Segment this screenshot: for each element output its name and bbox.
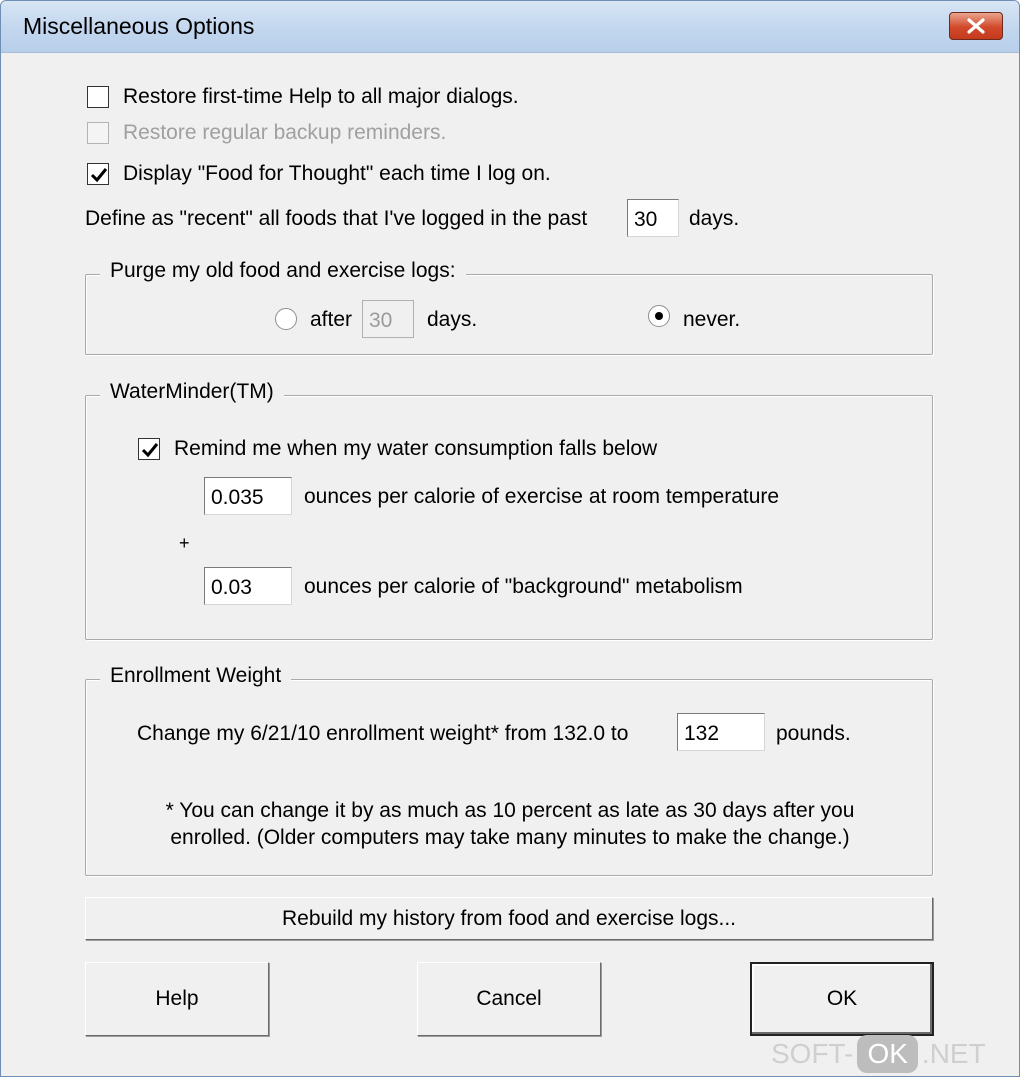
pounds-label: pounds. — [776, 722, 851, 745]
restore-help-checkbox[interactable] — [87, 86, 109, 108]
title-bar — [1, 1, 1019, 53]
purge-never-radio[interactable] — [648, 305, 670, 327]
close-button[interactable] — [949, 12, 1003, 40]
change-weight-label: Change my 6/21/10 enrollment weight* from 132.0 to — [137, 722, 629, 745]
watermark — [771, 1035, 986, 1073]
ok-button[interactable]: OK — [750, 962, 934, 1036]
purge-after-label: after — [310, 308, 353, 331]
restore-help-label: Restore first-time Help to all major dialogs. — [123, 85, 519, 108]
purge-group-title: Purge my old food and exercise logs: — [100, 259, 466, 283]
enrollment-note-line1: * You can change it by as much as 10 percent as late as 30 days after you — [165, 799, 855, 822]
food-for-thought-label: Display "Food for Thought" each time I log on. — [123, 162, 551, 185]
close-icon — [966, 18, 986, 34]
plus-sign: + — [179, 533, 190, 553]
watermark-badge: OK — [857, 1035, 917, 1073]
purge-group — [85, 259, 933, 355]
remind-checkbox[interactable] — [138, 438, 160, 460]
watermark-right: .NET — [921, 1038, 986, 1069]
remind-label: Remind me when my water consumption falls below — [174, 437, 658, 460]
recent-days-input[interactable] — [627, 199, 679, 237]
exercise-ounces-input[interactable] — [204, 477, 292, 515]
exercise-ounces-label: ounces per calorie of exercise at room temperature — [304, 485, 780, 508]
help-button[interactable]: Help — [85, 962, 269, 1036]
purge-after-radio[interactable] — [275, 308, 297, 330]
enrollment-group-title: Enrollment Weight — [100, 664, 291, 688]
recent-suffix-label: days. — [689, 207, 740, 230]
restore-backup-label: Restore regular backup reminders. — [123, 121, 447, 144]
food-for-thought-checkbox[interactable] — [87, 163, 109, 185]
recent-prefix-label: Define as "recent" all foods that I've logged in the past — [85, 207, 588, 230]
purge-never-label: never. — [683, 308, 741, 331]
enrollment-weight-group — [85, 664, 933, 876]
cancel-button[interactable]: Cancel — [417, 962, 601, 1036]
restore-backup-checkbox[interactable] — [87, 122, 109, 144]
dialog-content — [15, 54, 1005, 1072]
purge-days-label: days. — [427, 308, 478, 331]
enrollment-note — [86, 797, 934, 851]
enrollment-weight-input[interactable] — [677, 713, 765, 751]
window-title: Miscellaneous Options — [23, 13, 255, 39]
rebuild-history-button[interactable]: Rebuild my history from food and exercise logs... — [85, 897, 933, 940]
radio-selected-dot — [655, 312, 663, 320]
background-ounces-input[interactable] — [204, 567, 292, 605]
checkmark-icon — [90, 166, 108, 184]
waterminder-group — [85, 380, 933, 640]
checkmark-icon — [141, 441, 159, 459]
background-ounces-label: ounces per calorie of "background" metabolism — [304, 575, 743, 598]
enrollment-note-line2: enrolled. (Older computers may take many minutes to make the change.) — [170, 826, 850, 849]
waterminder-group-title: WaterMinder(TM) — [100, 380, 284, 404]
watermark-left: SOFT- — [771, 1038, 854, 1069]
purge-days-input[interactable] — [362, 300, 414, 338]
